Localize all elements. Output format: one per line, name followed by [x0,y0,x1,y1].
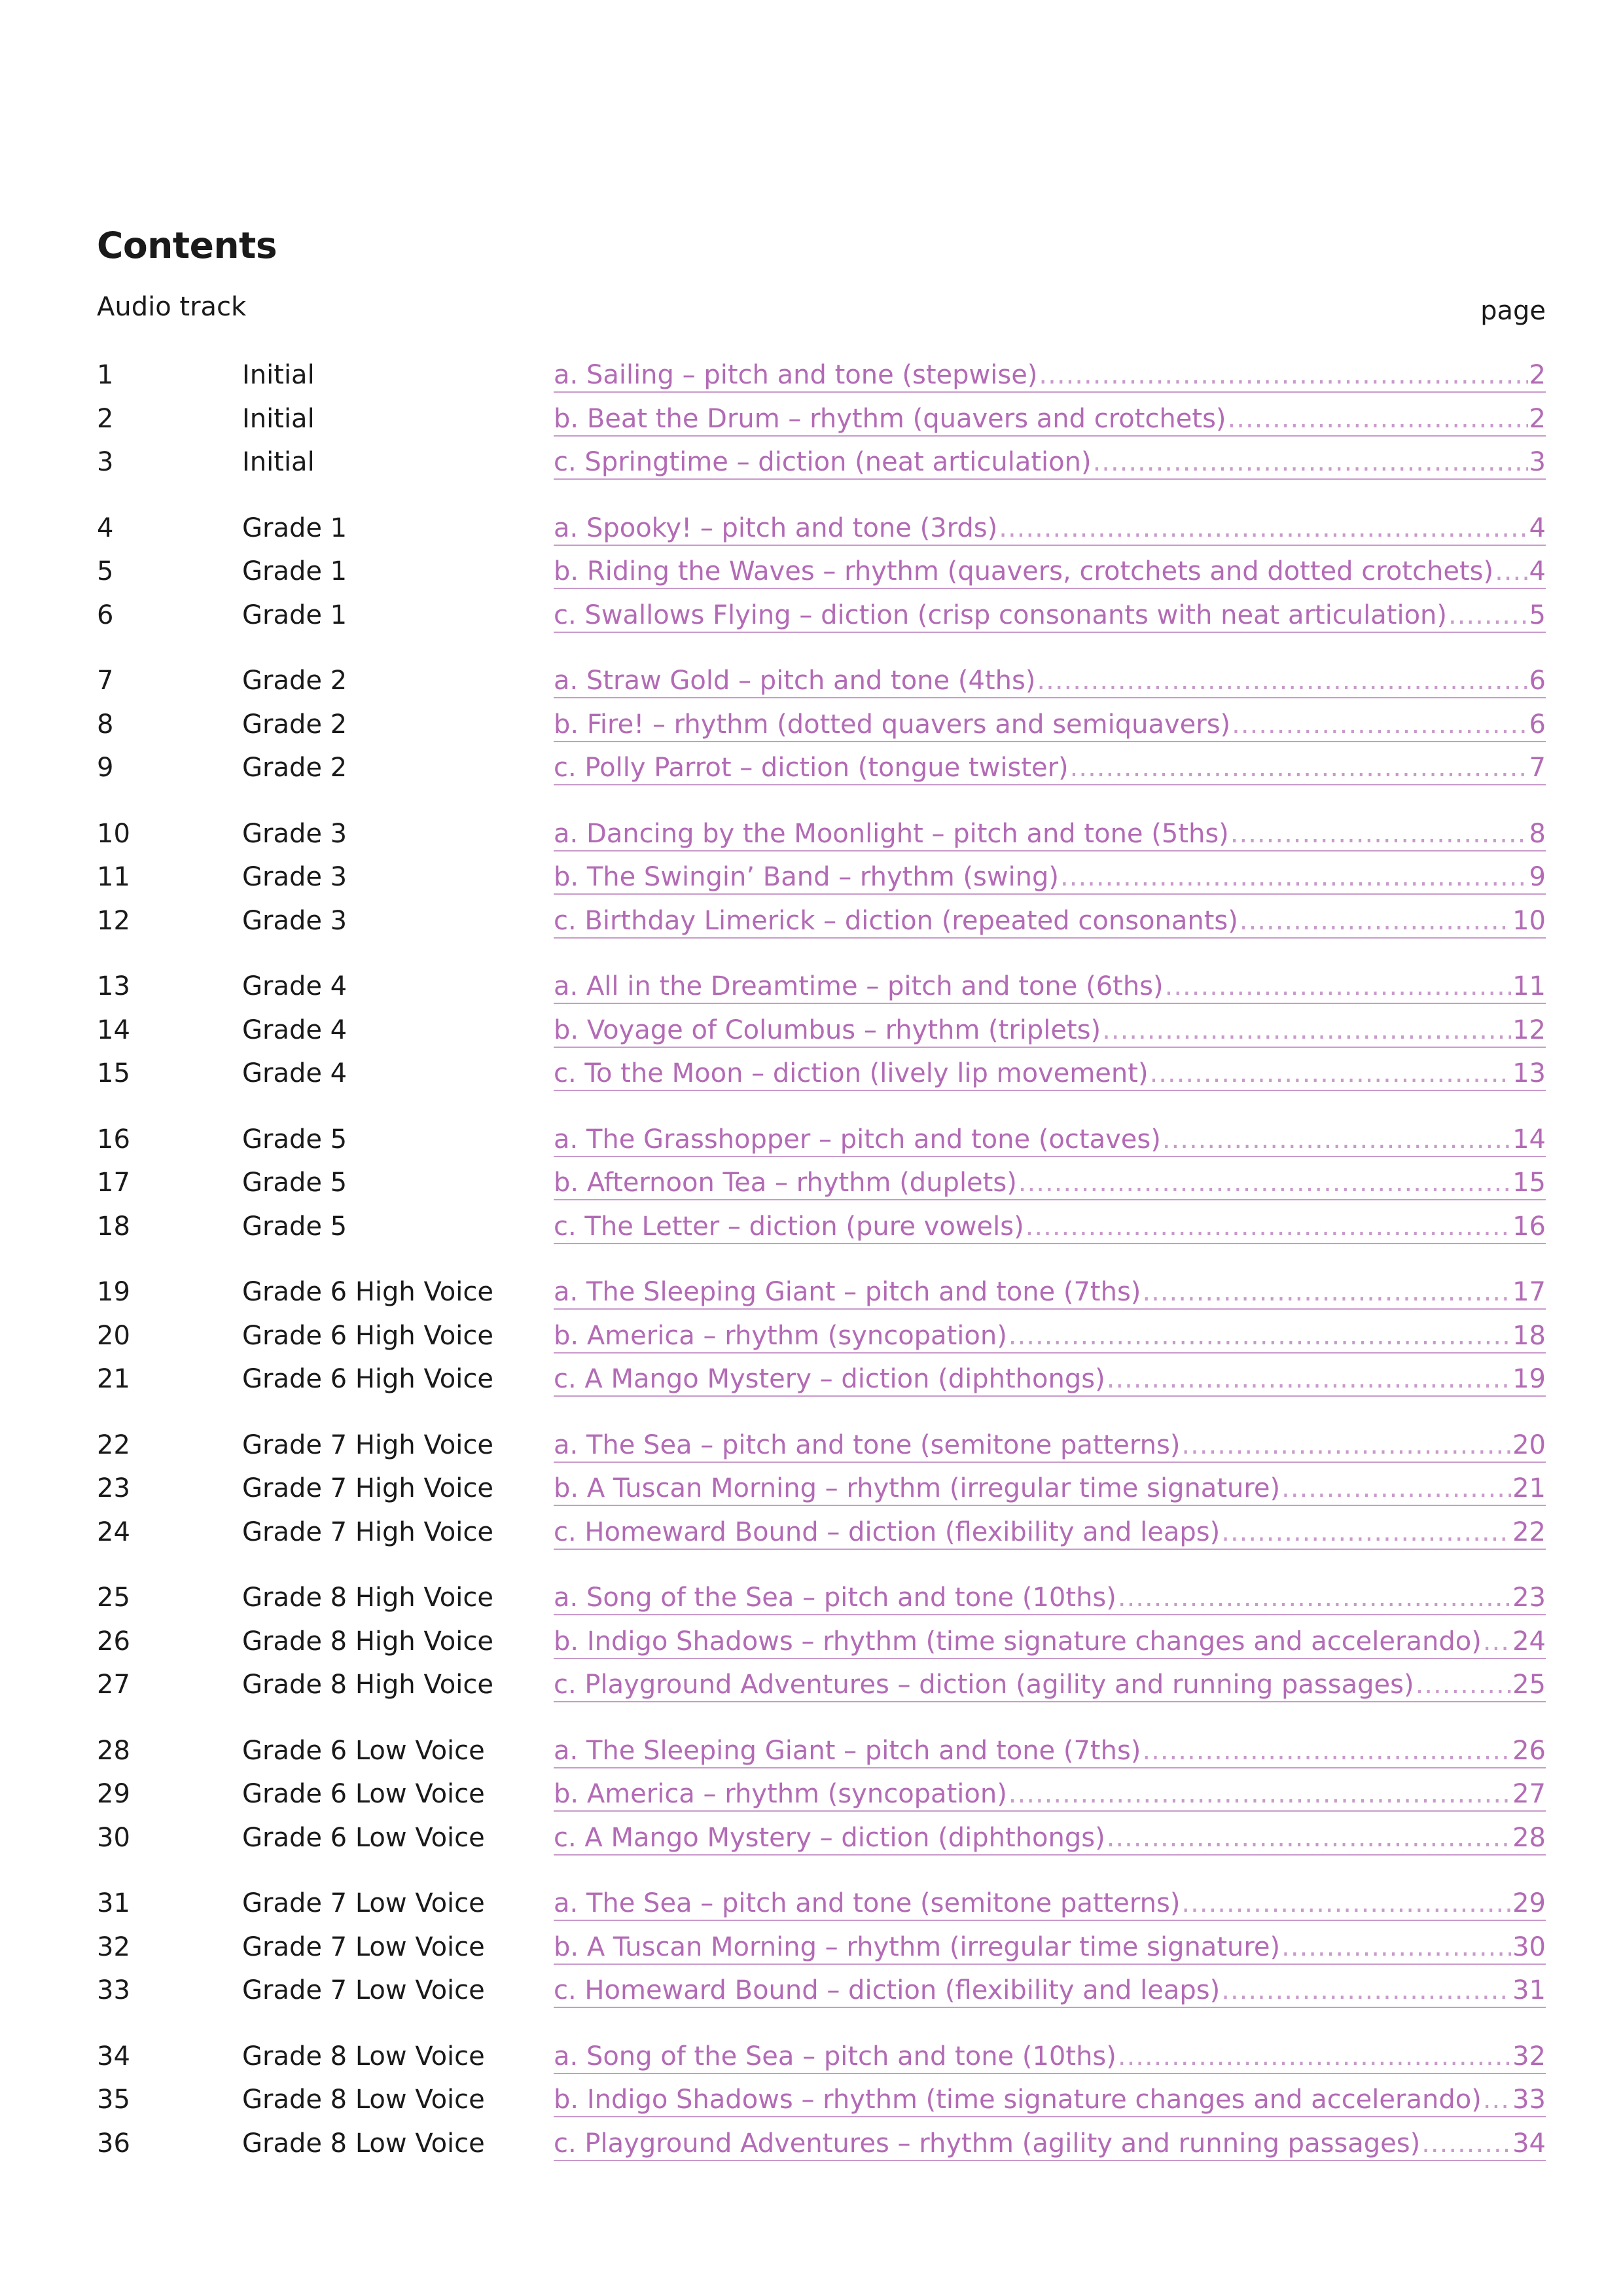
track-number: 23 [97,1473,130,1503]
track-number: 33 [97,1975,130,2005]
grade-label: Grade 8 High Voice [242,1670,493,1700]
contents-entry-title: b. A Tuscan Morning – rhythm (irregular time signature) [554,1931,1281,1962]
list-item [97,1663,1546,1707]
contents-link[interactable] [554,1778,1546,1812]
contents-link[interactable] [554,1363,1546,1397]
track-number: 24 [97,1516,130,1547]
page-number: 31 [1512,1975,1546,2005]
track-number: 13 [97,971,130,1001]
list-item [97,812,1546,856]
grade-label: Grade 8 Low Voice [242,2085,485,2115]
contents-entry-title: c. Homeward Bound – diction (flexibility and leaps) [554,1975,1221,2005]
page-number: 4 [1529,512,1546,543]
grade-label: Grade 5 [242,1168,348,1198]
page-number: 28 [1512,1822,1546,1853]
grade-label: Grade 7 High Voice [242,1429,493,1460]
dot-leader [1039,359,1527,391]
dot-leader [1107,1821,1511,1854]
contents-entry-title: a. Straw Gold – pitch and tone (4ths) [554,666,1036,696]
contents-link[interactable] [554,1974,1546,2008]
track-number: 2 [97,403,114,434]
grade-label: Grade 4 [242,971,348,1001]
track-number: 28 [97,1735,130,1766]
dot-leader [1118,1581,1511,1614]
contents-link[interactable] [554,1625,1546,1659]
list-item [97,855,1546,899]
contents-link[interactable] [554,1821,1546,1856]
track-number: 8 [97,709,114,740]
contents-entry-title: c. Swallows Flying – diction (crisp consonants with neat articulation) [554,600,1447,630]
page-number: 14 [1512,1124,1546,1155]
contents-entry-title: a. The Sleeping Giant – pitch and tone (7ths) [554,1277,1141,1307]
dot-leader [1008,1778,1511,1810]
contents-group [97,1729,1546,1860]
dot-leader [1232,708,1527,741]
contents-entry-title: c. Birthday Limerick – diction (repeated consonants) [554,905,1238,936]
list-item [97,594,1546,637]
contents-entry-title: b. Fire! – rhythm (dotted quavers and semiquavers) [554,709,1231,740]
dot-leader [1165,970,1511,1003]
page-number: 18 [1512,1320,1546,1351]
list-item [97,1270,1546,1314]
list-item [97,1969,1546,2013]
track-number: 5 [97,556,114,586]
list-item [97,1576,1546,1620]
list-item [97,353,1546,397]
dot-leader [1181,1429,1511,1462]
dot-leader [1240,905,1511,937]
list-item [97,1511,1546,1554]
contents-link[interactable] [554,708,1546,742]
contents-entry-title: b. Indigo Shadows – rhythm (time signature changes and accelerando) [554,1626,1482,1657]
contents-entry-title: c. Playground Adventures – diction (agility and running passages) [554,1670,1414,1700]
contents-link[interactable] [554,446,1546,480]
contents-entry-title: c. To the Moon – diction (lively lip movement) [554,1058,1149,1088]
contents-header [97,275,1546,353]
grade-label: Grade 7 High Voice [242,1516,493,1547]
contents-entry-title: c. Homeward Bound – diction (flexibility and leaps) [554,1516,1221,1547]
list-item [97,550,1546,594]
dot-leader [1416,1668,1512,1701]
page-number: 24 [1512,1626,1546,1657]
contents-link[interactable] [554,1014,1546,1048]
track-number: 20 [97,1320,130,1351]
track-number: 25 [97,1583,130,1613]
dot-leader [1495,555,1527,588]
contents-entry-title: a. Spooky! – pitch and tone (3rds) [554,512,998,543]
page-number: 27 [1512,1779,1546,1809]
list-item [97,1357,1546,1401]
list-item [97,659,1546,703]
list-item [97,2035,1546,2079]
grade-label: Grade 2 [242,709,348,740]
contents-link[interactable] [554,1931,1546,1965]
dot-leader [1281,1931,1511,1964]
contents-group [97,659,1546,790]
contents-link[interactable] [554,1668,1546,1702]
track-number: 31 [97,1888,130,1918]
grade-label: Grade 6 Low Voice [242,1779,485,1809]
grade-label: Grade 1 [242,600,348,630]
page-number: 12 [1512,1014,1546,1045]
contents-entry-title: b. America – rhythm (syncopation) [554,1779,1007,1809]
track-number: 18 [97,1211,130,1242]
contents-entry-title: a. All in the Dreamtime – pitch and tone (6ths) [554,971,1164,1001]
contents-link[interactable] [554,1276,1546,1310]
dot-leader [1181,1887,1511,1920]
grade-label: Grade 5 [242,1124,348,1155]
page-number: 33 [1512,2085,1546,2115]
contents-page [97,216,1546,2187]
contents-entry-title: b. The Swingin’ Band – rhythm (swing) [554,862,1060,892]
contents-group [97,2035,1546,2166]
page-number: 2 [1529,403,1546,434]
page-number: 21 [1512,1473,1546,1503]
contents-link[interactable] [554,1429,1546,1463]
list-item [97,1467,1546,1511]
dot-leader [1018,1166,1511,1199]
contents-entry-title: a. The Grasshopper – pitch and tone (octaves) [554,1124,1161,1155]
contents-link[interactable] [554,905,1546,939]
track-number: 9 [97,753,114,783]
page-number: 9 [1529,862,1546,892]
contents-entry-title: a. Dancing by the Moonlight – pitch and tone (5ths) [554,818,1229,849]
page-number: 19 [1512,1364,1546,1394]
page-number: 6 [1529,666,1546,696]
dot-leader [1093,446,1528,478]
page-number: 22 [1512,1516,1546,1547]
grade-label: Grade 8 Low Voice [242,2041,485,2072]
page-number: 25 [1512,1670,1546,1700]
contents-group [97,1424,1546,1554]
list-item [97,507,1546,550]
contents-link[interactable] [554,1123,1546,1157]
contents-entry-title: b. A Tuscan Morning – rhythm (irregular time signature) [554,1473,1281,1503]
dot-leader [1107,1363,1511,1395]
page-number: 3 [1529,447,1546,477]
list-item [97,1314,1546,1358]
list-item [97,1729,1546,1773]
list-item [97,1052,1546,1096]
contents-entry-title: c. Springtime – diction (neat articulation) [554,447,1092,477]
dot-leader [1483,2083,1511,2116]
contents-link[interactable] [554,2083,1546,2117]
list-item [97,703,1546,747]
grade-label: Grade 6 Low Voice [242,1735,485,1766]
page-number: 5 [1529,600,1546,630]
dot-leader [1118,2040,1511,2073]
page-number: 26 [1512,1735,1546,1766]
contents-group [97,1882,1546,2013]
contents-link[interactable] [554,1887,1546,1921]
grade-label: Grade 8 Low Voice [242,2128,485,2159]
grade-label: Grade 3 [242,818,348,849]
contents-link[interactable] [554,599,1546,633]
grade-label: Grade 2 [242,753,348,783]
dot-leader [999,512,1527,545]
list-item [97,746,1546,790]
grade-label: Grade 6 High Voice [242,1320,493,1351]
contents-group [97,507,1546,637]
contents-link[interactable] [554,1057,1546,1091]
page-number: 7 [1529,753,1546,783]
list-item [97,1772,1546,1816]
contents-link[interactable] [554,664,1546,698]
contents-entry-title: a. The Sea – pitch and tone (semitone patterns) [554,1429,1181,1460]
page-number: 13 [1512,1058,1546,1088]
list-item [97,1424,1546,1467]
track-number: 34 [97,2041,130,2072]
contents-link[interactable] [554,1581,1546,1615]
dot-leader [1070,751,1528,784]
grade-label: Grade 7 Low Voice [242,1888,485,1918]
track-number: 14 [97,1014,130,1045]
list-item [97,2122,1546,2166]
dot-leader [1026,1210,1511,1243]
grade-label: Grade 4 [242,1058,348,1088]
contents-link[interactable] [554,1166,1546,1200]
contents-link[interactable] [554,555,1546,589]
contents-link[interactable] [554,1734,1546,1768]
audio-track-heading: Audio track [97,292,247,322]
dot-leader [1221,1974,1511,2007]
list-item [97,1620,1546,1664]
contents-entry-title: a. The Sleeping Giant – pitch and tone (7ths) [554,1735,1141,1766]
track-number: 15 [97,1058,130,1088]
page-number: 4 [1529,556,1546,586]
contents-link[interactable] [554,403,1546,437]
dot-leader [1228,403,1528,435]
contents-list [97,353,1546,2165]
dot-leader [1102,1014,1511,1047]
contents-link[interactable] [554,970,1546,1004]
contents-entry-title: c. Playground Adventures – rhythm (agility and running passages) [554,2128,1421,2159]
page-number: 10 [1512,905,1546,936]
list-item [97,1118,1546,1162]
contents-group [97,353,1546,484]
track-number: 7 [97,666,114,696]
list-item [97,1009,1546,1052]
dot-leader [1142,1276,1511,1308]
grade-label: Grade 7 Low Voice [242,1975,485,2005]
contents-group [97,812,1546,943]
contents-link[interactable] [554,2040,1546,2074]
grade-label: Grade 2 [242,666,348,696]
dot-leader [1230,817,1528,850]
contents-entry-title: c. A Mango Mystery – diction (diphthongs) [554,1364,1105,1394]
track-number: 36 [97,2128,130,2159]
dot-leader [1483,1625,1511,1658]
track-number: 27 [97,1670,130,1700]
contents-link[interactable] [554,1210,1546,1244]
dot-leader [1221,1516,1511,1549]
dot-leader [1142,1734,1511,1767]
page-number: 20 [1512,1429,1546,1460]
track-number: 19 [97,1277,130,1307]
contents-entry-title: b. Afternoon Tea – rhythm (duplets) [554,1168,1017,1198]
list-item [97,899,1546,943]
page-number: 16 [1512,1211,1546,1242]
contents-entry-title: c. The Letter – diction (pure vowels) [554,1211,1024,1242]
list-item [97,1882,1546,1926]
page-number: 29 [1512,1888,1546,1918]
contents-link[interactable] [554,751,1546,785]
contents-group [97,1118,1546,1249]
page-heading: page [1480,296,1546,326]
dot-leader [1150,1057,1512,1090]
dot-leader [1162,1123,1511,1156]
grade-label: Initial [242,447,315,477]
contents-link[interactable] [554,2127,1546,2161]
list-item [97,965,1546,1009]
list-item [97,1205,1546,1249]
grade-label: Grade 4 [242,1014,348,1045]
contents-group [97,1270,1546,1401]
track-number: 35 [97,2085,130,2115]
track-number: 17 [97,1168,130,1198]
track-number: 32 [97,1931,130,1962]
dot-leader [1448,599,1528,632]
page-number: 2 [1529,360,1546,390]
list-item [97,1816,1546,1860]
track-number: 29 [97,1779,130,1809]
grade-label: Grade 5 [242,1211,348,1242]
grade-label: Grade 7 Low Voice [242,1931,485,1962]
contents-link[interactable] [554,512,1546,546]
contents-link[interactable] [554,359,1546,393]
grade-label: Grade 1 [242,512,348,543]
contents-link[interactable] [554,817,1546,852]
list-item [97,397,1546,441]
grade-label: Grade 8 High Voice [242,1583,493,1613]
track-number: 11 [97,862,130,892]
contents-link[interactable] [554,861,1546,895]
dot-leader [1421,2127,1511,2160]
grade-label: Grade 6 High Voice [242,1277,493,1307]
contents-entry-title: a. Sailing – pitch and tone (stepwise) [554,360,1038,390]
contents-link[interactable] [554,1516,1546,1550]
track-number: 21 [97,1364,130,1394]
dot-leader [1037,664,1527,697]
track-number: 30 [97,1822,130,1853]
contents-entry-title: b. Indigo Shadows – rhythm (time signature changes and accelerando) [554,2085,1482,2115]
contents-link[interactable] [554,1319,1546,1354]
grade-label: Grade 7 High Voice [242,1473,493,1503]
list-item [97,1161,1546,1205]
track-number: 3 [97,447,114,477]
page-number: 8 [1529,818,1546,849]
track-number: 4 [97,512,114,543]
contents-group [97,965,1546,1096]
grade-label: Grade 3 [242,862,348,892]
grade-label: Grade 3 [242,905,348,936]
grade-label: Grade 8 High Voice [242,1626,493,1657]
contents-entry-title: a. Song of the Sea – pitch and tone (10ths) [554,2041,1116,2072]
contents-entry-title: b. Riding the Waves – rhythm (quavers, crotchets and dotted crotchets) [554,556,1494,586]
track-number: 6 [97,600,114,630]
page-number: 32 [1512,2041,1546,2072]
grade-label: Initial [242,403,315,434]
grade-label: Grade 6 High Voice [242,1364,493,1394]
contents-entry-title: c. A Mango Mystery – diction (diphthongs) [554,1822,1105,1853]
grade-label: Grade 1 [242,556,348,586]
track-number: 16 [97,1124,130,1155]
track-number: 1 [97,360,114,390]
page-number: 23 [1512,1583,1546,1613]
track-number: 10 [97,818,130,849]
contents-entry-title: b. Voyage of Columbus – rhythm (triplets) [554,1014,1101,1045]
list-item [97,2078,1546,2122]
grade-label: Initial [242,360,315,390]
dot-leader [1281,1472,1511,1505]
dot-leader [1060,861,1528,893]
list-item [97,1926,1546,1969]
page-number: 34 [1512,2128,1546,2159]
contents-group [97,1576,1546,1707]
dot-leader [1008,1319,1511,1352]
contents-entry-title: a. The Sea – pitch and tone (semitone patterns) [554,1888,1181,1918]
page-number: 15 [1512,1168,1546,1198]
grade-label: Grade 6 Low Voice [242,1822,485,1853]
page-number: 30 [1512,1931,1546,1962]
list-item [97,440,1546,484]
track-number: 12 [97,905,130,936]
track-number: 22 [97,1429,130,1460]
contents-entry-title: a. Song of the Sea – pitch and tone (10ths) [554,1583,1116,1613]
page-number: 6 [1529,709,1546,740]
page-title: Contents [97,224,277,266]
page-number: 17 [1512,1277,1546,1307]
contents-entry-title: b. Beat the Drum – rhythm (quavers and crotchets) [554,403,1226,434]
contents-entry-title: b. America – rhythm (syncopation) [554,1320,1007,1351]
contents-link[interactable] [554,1472,1546,1506]
page-number: 11 [1512,971,1546,1001]
contents-entry-title: c. Polly Parrot – diction (tongue twister) [554,753,1069,783]
track-number: 26 [97,1626,130,1657]
